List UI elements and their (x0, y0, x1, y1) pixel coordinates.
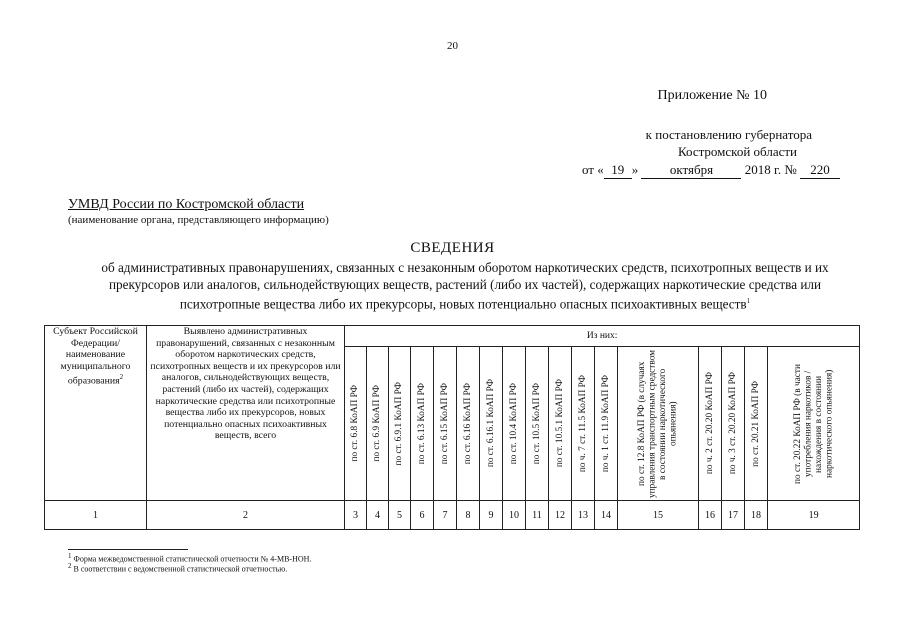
col-header-article-17: по ч. 3 ст. 20.20 КоАП РФ (722, 347, 745, 501)
org-name: УМВД России по Костромской области (68, 197, 305, 212)
col-header-article-9: по ст. 6.16.1 КоАП РФ (480, 347, 503, 501)
column-number-19: 19 (768, 501, 860, 530)
col-header-article-19: по ст. 20.22 КоАП РФ (в части употребления наркотиков /нахождения в состоянии наркотического опьянения) (768, 347, 860, 501)
column-number-11: 11 (526, 501, 549, 530)
col-header-article-3: по ст. 6.8 КоАП РФ (345, 347, 367, 501)
document-number: 220 (800, 162, 840, 179)
date-day: 19 (604, 162, 632, 179)
column-number-2: 2 (147, 501, 345, 530)
column-number-12: 12 (549, 501, 572, 530)
footnote-1: $^1$ Форма межведомственной статистической отчетности № 4-МВ-НОН. (68, 552, 312, 564)
appendix-date-line (582, 162, 840, 179)
column-number-4: 4 (367, 501, 389, 530)
column-number-5: 5 (389, 501, 411, 530)
col-header-article-6: по ст. 6.13 КоАП РФ (411, 347, 434, 501)
column-number-6: 6 (411, 501, 434, 530)
footnote-divider (68, 549, 188, 550)
org-subtitle: (наименование органа, представляющего информацию) (68, 214, 329, 226)
page-number: 20 (447, 40, 458, 52)
appendix-title: Приложение № 10 (657, 88, 767, 103)
col-header-article-8: по ст. 6.16 КоАП РФ (457, 347, 480, 501)
column-number-17: 17 (722, 501, 745, 530)
col-header-article-10: по ст. 10.4 КоАП РФ (503, 347, 526, 501)
column-number-9: 9 (480, 501, 503, 530)
col-header-article-18: по ст. 20.21 КоАП РФ (745, 347, 768, 501)
col-header-article-7: по ст. 6.15 КоАП РФ (434, 347, 457, 501)
report-subtitle: об административных правонарушениях, связанных с незаконным оборотом наркотических средств, психотропных веществ и их прекурсоров или аналогов, сильнодействующих веществ, растений (либо их частей), содержащих наркотические средства или психотропные вещества либо их прекурсоры, новых потенциально опасных психоактивных веществ$^1$ (101, 260, 829, 312)
date-prefix: от « (581, 162, 604, 177)
col-header-article-16: по ч. 2 ст. 20.20 КоАП РФ (699, 347, 722, 501)
column-number-3: 3 (345, 501, 367, 530)
data-table (44, 325, 860, 530)
column-number-18: 18 (745, 501, 768, 530)
col-header-article-4: по ст. 6.9 КоАП РФ (367, 347, 389, 501)
col-header-article-11: по ст. 10.5 КоАП РФ (526, 347, 549, 501)
footnote-ref-2: 2 (119, 373, 124, 382)
date-month: октября (641, 162, 741, 179)
col-header-total: Выявлено административных правонарушений, связанных с незаконным оборотом наркотических средств, психотропных веществ и их прекурсоров или аналогов, сильнодействующих веществ, растений (либо их частей), содержащих наркотические средства или психотропные вещества либо их прекурсоров, новых потенциально опасных психоактивных веществ, всего (147, 326, 345, 501)
col-header-article-5: по ст. 6.9.1 КоАП РФ (389, 347, 411, 501)
column-number-16: 16 (699, 501, 722, 530)
col-header-article-15: по ст. 12.8 КоАП РФ (в случаях управления транспортным средством в состоянии наркотического опьянения) (618, 347, 699, 501)
column-number-13: 13 (572, 501, 595, 530)
col-header-article-14: по ч. 1 ст. 11.9 КоАП РФ (595, 347, 618, 501)
col-header-article-13: по ч. 7 ст. 11.5 КоАП РФ (572, 347, 595, 501)
appendix-line-2: Костромской области (677, 144, 797, 159)
date-mid: » (631, 162, 639, 177)
col-header-article-12: по ст. 10.5.1 КоАП РФ (549, 347, 572, 501)
col-group-header: Из них: (345, 326, 860, 347)
date-year: 2018 г. № (744, 162, 797, 177)
report-title: СВЕДЕНИЯ (410, 240, 495, 256)
footnote-2: $^2$ В соответствии с ведомственной статистической отчетностью. (68, 562, 288, 574)
appendix-line-1: к постановлению губернатора (645, 127, 812, 142)
column-number-8: 8 (457, 501, 480, 530)
footnote-ref-1: 1 (746, 297, 751, 306)
column-number-1: 1 (45, 501, 147, 530)
column-number-14: 14 (595, 501, 618, 530)
column-number-7: 7 (434, 501, 457, 530)
col-header-subject: Субъект Российской Федерации/ наименование муниципального образования$^2$ (45, 326, 147, 501)
column-number-15: 15 (618, 501, 699, 530)
column-number-10: 10 (503, 501, 526, 530)
